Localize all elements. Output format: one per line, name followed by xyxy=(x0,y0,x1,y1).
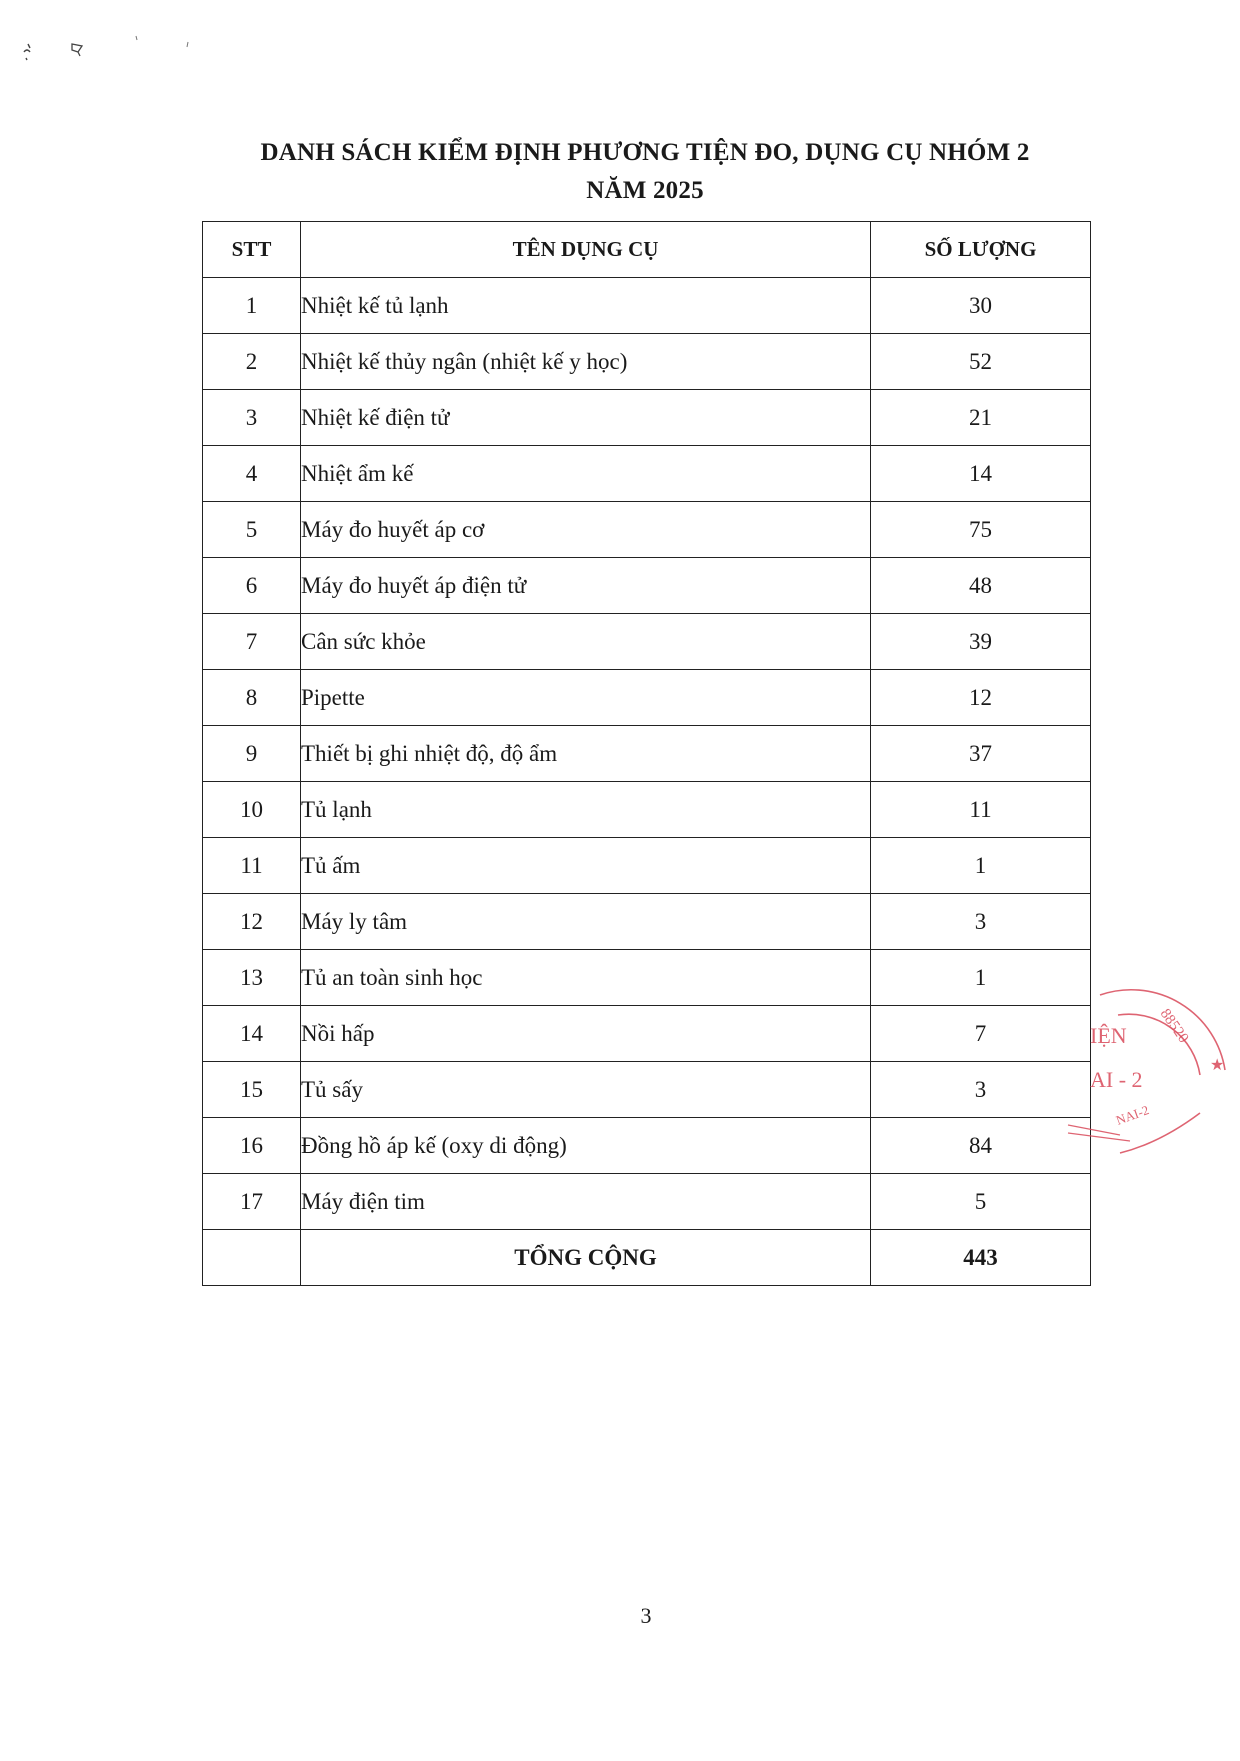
row-stt: 4 xyxy=(203,446,301,502)
row-name: Tủ ấm xyxy=(301,838,871,894)
row-qty: 14 xyxy=(871,446,1091,502)
table-row xyxy=(203,726,1091,782)
table-header-row xyxy=(203,222,1091,278)
document-title xyxy=(0,134,1240,210)
table-row xyxy=(203,278,1091,334)
row-name: Nhiệt kế thủy ngân (nhiệt kế y học) xyxy=(301,334,871,390)
row-qty: 11 xyxy=(871,782,1091,838)
table-row xyxy=(203,670,1091,726)
table-row xyxy=(203,782,1091,838)
row-stt: 2 xyxy=(203,334,301,390)
row-name: Nồi hấp xyxy=(301,1006,871,1062)
row-stt: 7 xyxy=(203,614,301,670)
table-row xyxy=(203,614,1091,670)
row-stt: 9 xyxy=(203,726,301,782)
table-row xyxy=(203,1174,1091,1230)
row-name: Nhiệt kế điện tử xyxy=(301,390,871,446)
row-qty: 3 xyxy=(871,894,1091,950)
row-qty: 84 xyxy=(871,1118,1091,1174)
table-row xyxy=(203,390,1091,446)
table-row xyxy=(203,558,1091,614)
table-body xyxy=(203,278,1091,1286)
total-stt xyxy=(203,1230,301,1286)
row-name: Tủ an toàn sinh học xyxy=(301,950,871,1006)
row-qty: 1 xyxy=(871,838,1091,894)
row-stt: 6 xyxy=(203,558,301,614)
row-stt: 1 xyxy=(203,278,301,334)
row-qty: 52 xyxy=(871,334,1091,390)
row-qty: 5 xyxy=(871,1174,1091,1230)
header-qty: SỐ LƯỢNG xyxy=(871,222,1091,278)
row-name: Máy ly tâm xyxy=(301,894,871,950)
table-row xyxy=(203,1062,1091,1118)
row-qty: 7 xyxy=(871,1006,1091,1062)
row-qty: 75 xyxy=(871,502,1091,558)
instrument-table xyxy=(202,221,1091,1286)
title-line-1: DANH SÁCH KIỂM ĐỊNH PHƯƠNG TIỆN ĐO, DỤNG CỤ NHÓM 2 xyxy=(260,139,1030,166)
row-qty: 21 xyxy=(871,390,1091,446)
row-stt: 16 xyxy=(203,1118,301,1174)
scan-marks xyxy=(18,30,198,70)
row-stt: 5 xyxy=(203,502,301,558)
row-stt: 8 xyxy=(203,670,301,726)
svg-text:88520: 88520 xyxy=(1156,1006,1192,1047)
total-label: TỔNG CỘNG xyxy=(301,1230,871,1286)
row-name: Thiết bị ghi nhiệt độ, độ ẩm xyxy=(301,726,871,782)
table-row xyxy=(203,1118,1091,1174)
svg-text:AI - 2: AI - 2 xyxy=(1090,1067,1143,1092)
page-number: 3 xyxy=(640,1603,652,1628)
row-stt: 15 xyxy=(203,1062,301,1118)
row-name: Máy đo huyết áp điện tử xyxy=(301,558,871,614)
row-stt: 10 xyxy=(203,782,301,838)
row-qty: 12 xyxy=(871,670,1091,726)
row-qty: 30 xyxy=(871,278,1091,334)
table-row xyxy=(203,1006,1091,1062)
table-row xyxy=(203,446,1091,502)
red-seal-stamp xyxy=(1060,975,1240,1175)
total-row xyxy=(203,1230,1091,1286)
table-row xyxy=(203,894,1091,950)
row-stt: 14 xyxy=(203,1006,301,1062)
row-stt: 3 xyxy=(203,390,301,446)
row-stt: 11 xyxy=(203,838,301,894)
table-row xyxy=(203,502,1091,558)
row-stt: 13 xyxy=(203,950,301,1006)
svg-text:★: ★ xyxy=(1210,1057,1225,1074)
row-qty: 39 xyxy=(871,614,1091,670)
table-row xyxy=(203,950,1091,1006)
header-stt: STT xyxy=(203,222,301,278)
row-qty: 3 xyxy=(871,1062,1091,1118)
row-name: Cân sức khỏe xyxy=(301,614,871,670)
row-qty: 37 xyxy=(871,726,1091,782)
table-row xyxy=(203,838,1091,894)
row-name: Pipette xyxy=(301,670,871,726)
row-name: Máy đo huyết áp cơ xyxy=(301,502,871,558)
row-name: Tủ sấy xyxy=(301,1062,871,1118)
row-qty: 1 xyxy=(871,950,1091,1006)
row-stt: 17 xyxy=(203,1174,301,1230)
svg-text:IỆN: IỆN xyxy=(1090,1023,1127,1048)
row-name: Máy điện tim xyxy=(301,1174,871,1230)
row-qty: 48 xyxy=(871,558,1091,614)
svg-text:NAI-2: NAI-2 xyxy=(1113,1102,1151,1128)
title-line-2: NĂM 2025 xyxy=(586,177,704,204)
row-name: Đồng hồ áp kế (oxy di động) xyxy=(301,1118,871,1174)
header-name: TÊN DỤNG CỤ xyxy=(301,222,871,278)
row-name: Nhiệt kế tủ lạnh xyxy=(301,278,871,334)
row-name: Nhiệt ẩm kế xyxy=(301,446,871,502)
row-stt: 12 xyxy=(203,894,301,950)
row-name: Tủ lạnh xyxy=(301,782,871,838)
table-row xyxy=(203,334,1091,390)
total-qty: 443 xyxy=(871,1230,1091,1286)
